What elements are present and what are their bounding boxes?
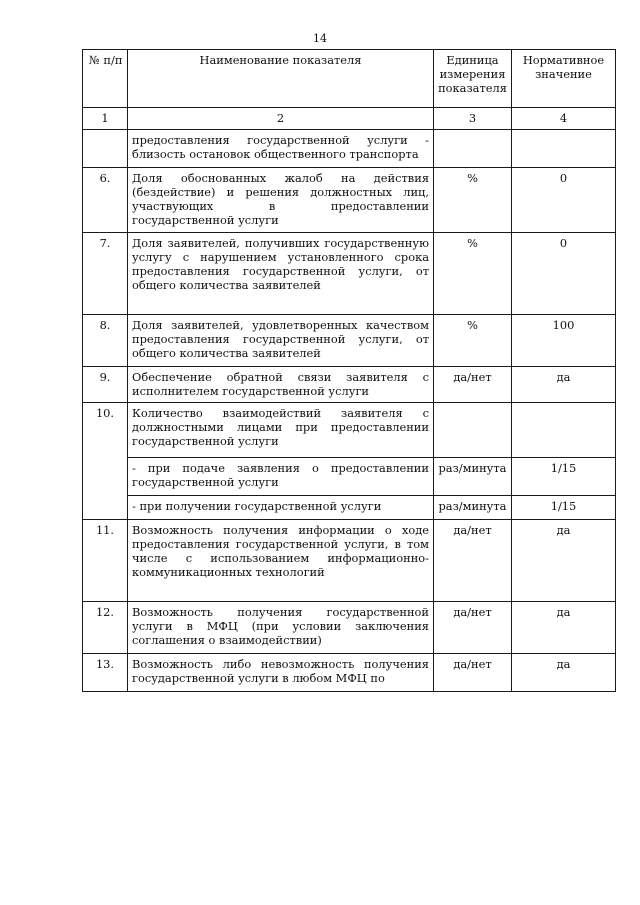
column-number: 4: [512, 108, 616, 130]
header-row: [83, 50, 616, 108]
indicator-value: 0: [512, 233, 616, 315]
table-row: [83, 233, 616, 315]
indicator-unit: [434, 130, 512, 168]
table-row: [83, 458, 616, 496]
row-number: 6.: [83, 168, 128, 233]
indicator-unit: %: [434, 233, 512, 315]
indicator-name: - при получении государственной услуги: [128, 496, 434, 520]
indicator-unit: [434, 403, 512, 458]
indicator-value: да: [512, 654, 616, 692]
indicator-unit: да/нет: [434, 367, 512, 403]
table-row: [83, 315, 616, 367]
table-row: [83, 602, 616, 654]
header-unit: Единица измерения показателя: [434, 50, 512, 108]
indicator-name: Возможность получения государственной услуги в МФЦ (при условии заключения соглашения о взаимодействии): [128, 602, 434, 654]
row-number: 10.: [83, 403, 128, 520]
column-number: 2: [128, 108, 434, 130]
table-row: [83, 403, 616, 458]
row-number: 9.: [83, 367, 128, 403]
indicator-unit: %: [434, 168, 512, 233]
page-number: 14: [313, 32, 327, 45]
indicator-unit: %: [434, 315, 512, 367]
indicator-unit: раз/минута: [434, 458, 512, 496]
indicator-value: 1/15: [512, 496, 616, 520]
table-row: [83, 496, 616, 520]
indicator-value: да: [512, 520, 616, 602]
indicator-value: 1/15: [512, 458, 616, 496]
indicator-value: 0: [512, 168, 616, 233]
column-number-row: [83, 108, 616, 130]
row-number: 7.: [83, 233, 128, 315]
column-number: 1: [83, 108, 128, 130]
indicator-name: предоставления государственной услуги - близость остановок общественного транспорта: [128, 130, 434, 168]
header-normative-value: Нормативное значение: [512, 50, 616, 108]
indicator-unit: раз/минута: [434, 496, 512, 520]
indicator-name: Доля заявителей, получивших государственную услугу с нарушением установленного срока предоставления государственной услуги, от общего количества заявителей: [128, 233, 434, 315]
indicator-name: Доля обоснованных жалоб на действия (бездействие) и решения должностных лиц, участвующих в предоставлении государственной услуги: [128, 168, 434, 233]
row-number: 12.: [83, 602, 128, 654]
indicator-name: Количество взаимодействий заявителя с должностными лицами при предоставлении государственной услуги: [128, 403, 434, 458]
row-number: 11.: [83, 520, 128, 602]
header-indicator-name: Наименование показателя: [128, 50, 434, 108]
column-number: 3: [434, 108, 512, 130]
indicator-value: да: [512, 602, 616, 654]
indicator-unit: да/нет: [434, 654, 512, 692]
table-row: [83, 367, 616, 403]
table-row: [83, 168, 616, 233]
row-number: [83, 130, 128, 168]
indicator-value: 100: [512, 315, 616, 367]
table-row: [83, 520, 616, 602]
header-number: № п/п: [83, 50, 128, 108]
indicator-unit: да/нет: [434, 520, 512, 602]
indicators-table: [82, 49, 616, 692]
indicator-value: [512, 130, 616, 168]
indicator-name: Обеспечение обратной связи заявителя с исполнителем государственной услуги: [128, 367, 434, 403]
indicator-name: Возможность получения информации о ходе предоставления государственной услуги, в том числе с использованием информационно-коммуникационных технологий: [128, 520, 434, 602]
indicator-name: Доля заявителей, удовлетворенных качеством предоставления государственной услуги, от общего количества заявителей: [128, 315, 434, 367]
indicator-value: [512, 403, 616, 458]
indicator-unit: да/нет: [434, 602, 512, 654]
row-number: 8.: [83, 315, 128, 367]
row-number: 13.: [83, 654, 128, 692]
table-row: [83, 654, 616, 692]
indicator-name: Возможность либо невозможность получения государственной услуги в любом МФЦ по: [128, 654, 434, 692]
indicator-value: да: [512, 367, 616, 403]
table-row: [83, 130, 616, 168]
indicator-name: - при подаче заявления о предоставлении государственной услуги: [128, 458, 434, 496]
